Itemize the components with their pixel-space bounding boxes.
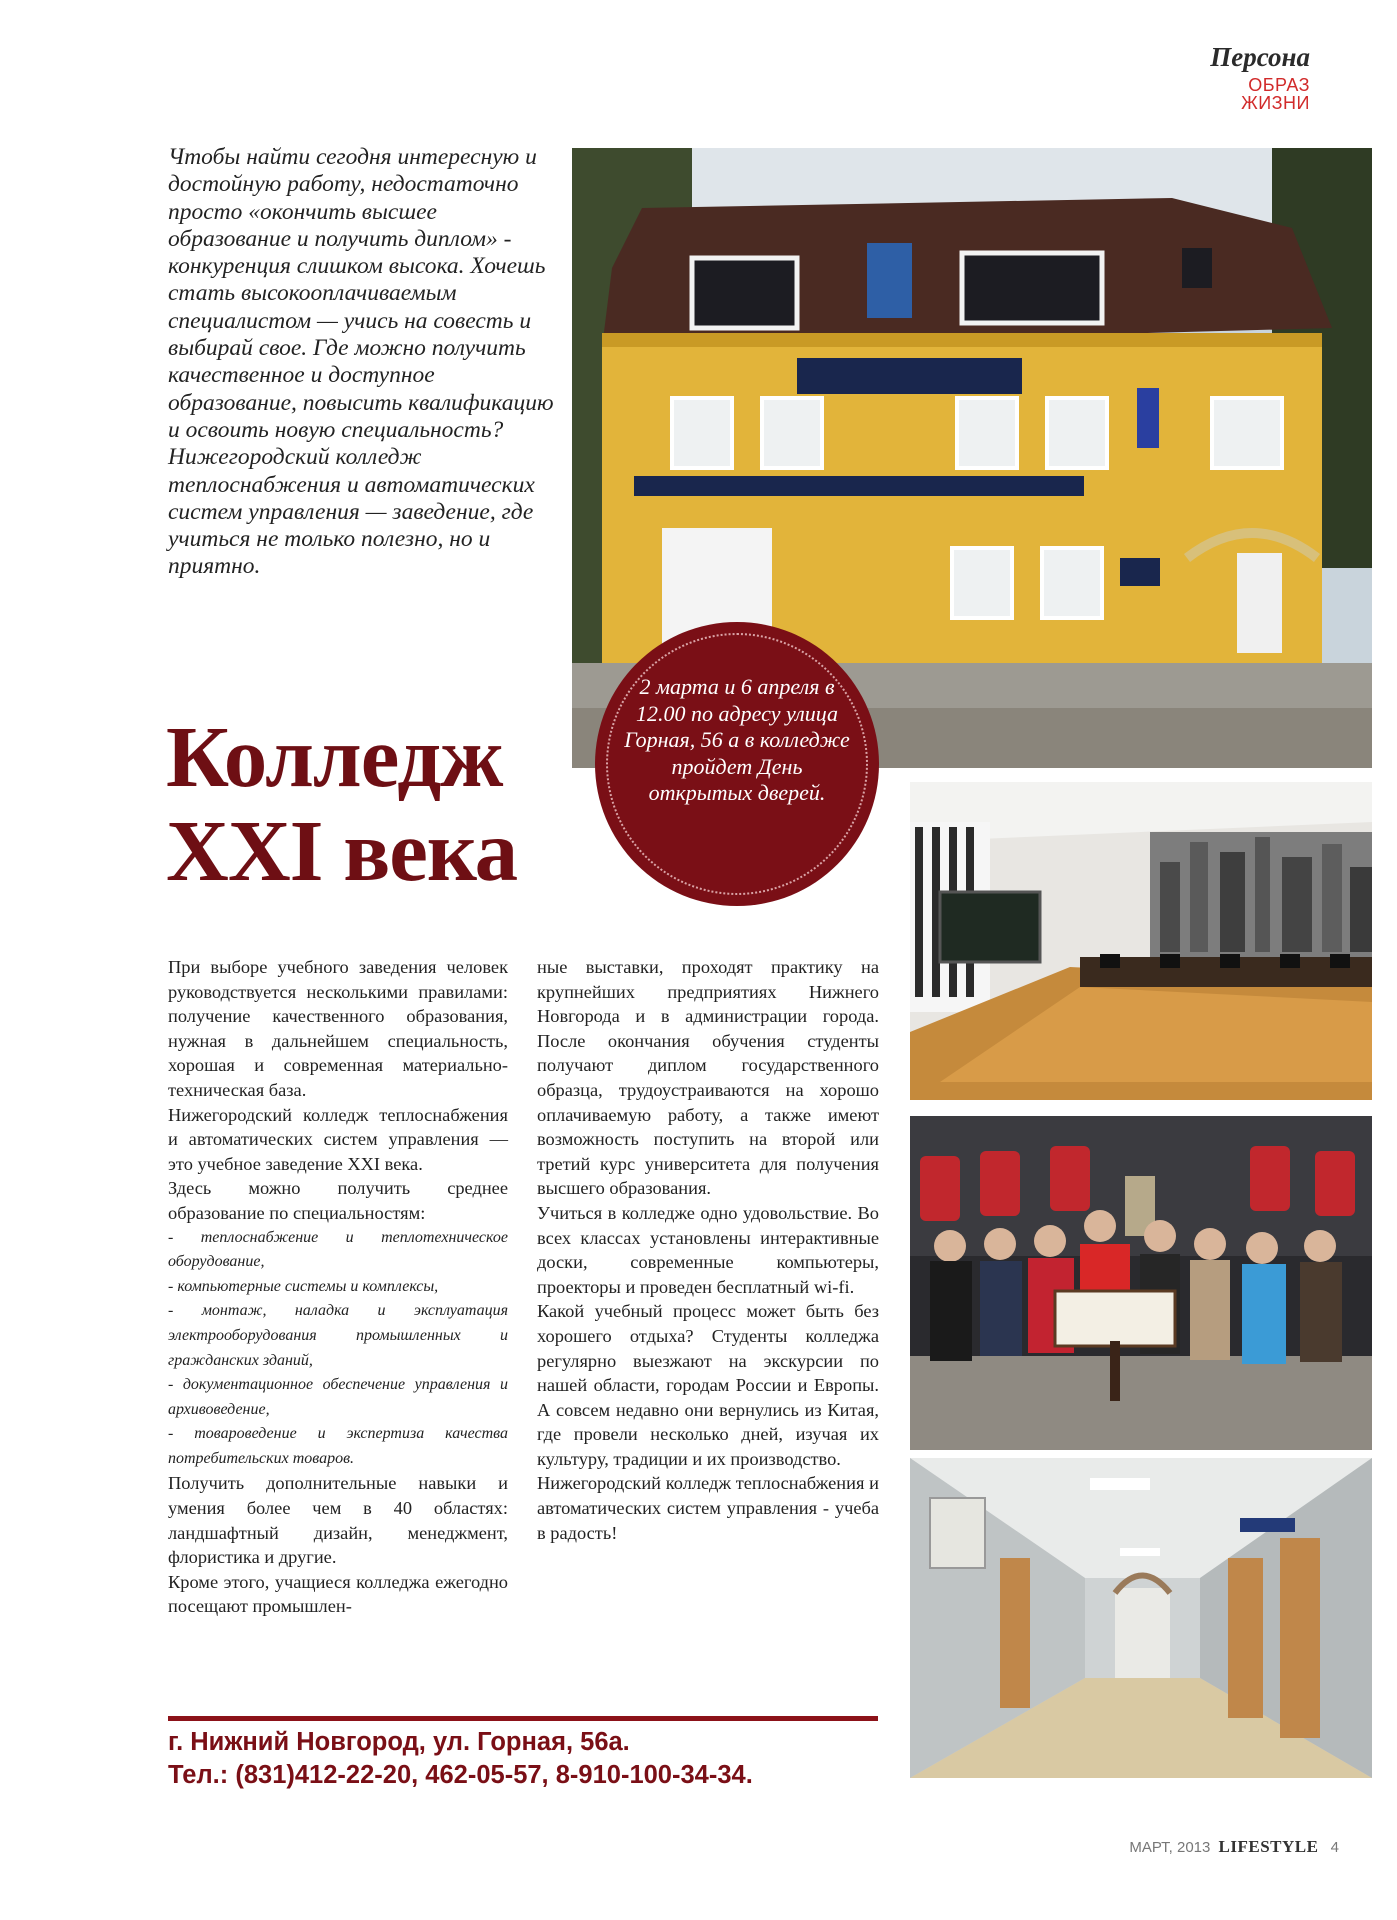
title-line-1: Колледж <box>166 708 503 805</box>
phone-line: Тел.: (831)412-22-20, 462-05-57, 8-910-100-34-34. <box>168 1761 753 1789</box>
corridor-photo <box>910 1458 1372 1778</box>
col2-paragraph-1: ные выставки, проходят практику на крупнейших предприятиях Нижнего Новгорода и в администрации города. После окончания обучения студенты получают диплом государственного образца, трудоустраиваются на хорошо оплачиваемую работу, а также имеют возможность поступить на второй или третий курс университета для получения высшего образования. <box>537 957 879 1199</box>
col2-paragraph-4: Нижегородский колледж теплоснабжения и автоматических систем управления - учеба в радость! <box>537 1473 879 1543</box>
specialty-item: - теплоснабжение и теплотехническое оборудование, <box>168 1228 508 1271</box>
section-title: Персона <box>1210 42 1310 72</box>
col1-paragraph-2: Нижегородский колледж теплоснабжения и автоматических систем управления — это учебное заведение XXI века. <box>168 1104 508 1174</box>
article-column-2 <box>537 955 879 1545</box>
magazine-brand: LIFESTYLE <box>1218 1837 1319 1856</box>
specialty-item: - товароведение и экспертиза качества потребительских товаров. <box>168 1425 508 1467</box>
open-day-badge <box>597 624 877 904</box>
students-group-photo <box>910 1116 1372 1450</box>
page-number: 4 <box>1330 1839 1339 1856</box>
subsection-line-2: ЖИЗНИ <box>1241 93 1310 113</box>
issue-date: МАРТ, 2013 <box>1129 1839 1211 1856</box>
address-line: г. Нижний Новгород, ул. Горная, 56а. <box>168 1728 630 1756</box>
specialty-item: - документационное обеспечение управления и архивоведение, <box>168 1376 508 1418</box>
title-line-2: XXI века <box>166 802 518 899</box>
address-divider <box>168 1716 878 1721</box>
intro-paragraph: Чтобы найти сегодня интересную и достойную работу, недостаточно просто «окончить высшее образование и получить диплом» - конкуренция слишком высока. Хочешь стать высокооплачиваемым специалистом — учись на совесть и выбирай свое. Где можно получить качественное и доступное образование, повысить квалификацию и освоить новую специальность? Нижегородский колледж теплоснабжения и автоматических систем управления — заведение, где учиться не только полезно, но и приятно. <box>168 144 554 580</box>
col1-paragraph-5: Кроме этого, учащиеся колледжа ежегодно посещают промышлен- <box>168 1571 508 1617</box>
specialty-item: - компьютерные системы и комплексы, <box>168 1277 439 1295</box>
page-footer <box>1129 1837 1339 1857</box>
col1-paragraph-3: Здесь можно получить среднее образование по специальностям: <box>168 1178 508 1223</box>
article-title <box>166 710 606 898</box>
col2-paragraph-3: Какой учебный процесс может быть без хорошего отдыха? Студенты колледжа регулярно выезжают на экскурсии по нашей области, городам России и Европы. А совсем недавно они вернулись из Китая, где провели несколько дней, изучая их культуру, традиции и их производство. <box>537 1301 879 1469</box>
col2-paragraph-2: Учиться в колледже одно удовольствие. Во всех классах установлены интерактивные доски, современные компьютеры, проекторы и проведен бесплатный wi-fi. <box>537 1202 879 1297</box>
contact-address <box>168 1726 898 1792</box>
badge-text: 2 марта и 6 апреля в 12.00 по адресу улица Горная, 56 а в колледже пройдет День открытых дверей. <box>624 674 850 805</box>
article-column-1 <box>168 955 508 1619</box>
col1-paragraph-1: При выборе учебного заведения человек руководствуется несколькими правилами: получение качественного образования, нужная в дальнейшем специальность, хорошая и современная материально-техническая база. <box>168 957 508 1100</box>
subsection-title <box>1241 76 1310 112</box>
specialty-item: - монтаж, наладка и эксплуатация электрооборудования промышленных и гражданских зданий, <box>168 1302 508 1369</box>
subsection-line-1: ОБРАЗ <box>1248 75 1310 95</box>
col1-paragraph-4: Получить дополнительные навыки и умения более чем в 40 областях: ландшафтный дизайн, менеджмент, флористика и другие. <box>168 1473 508 1568</box>
classroom-photo <box>910 782 1372 1100</box>
